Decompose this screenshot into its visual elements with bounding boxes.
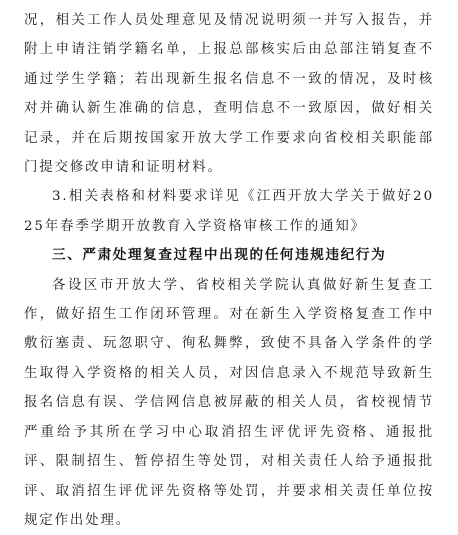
paragraph-forms-reference: 3.相关表格和材料要求详见《江西开放大学关于做好2025年春季学期开放教育入学资格审核工作的通知》 <box>24 189 434 234</box>
paragraph-violation-handling: 各设区市开放大学、省校相关学院认真做好新生复查工作，做好招生工作闭环管理。对在新生入学资格复查工作中敷衍塞责、玩忽职守、徇私舞弊，致使不具备入学条件的学生取得入学资格的相关人员，对因信息录入不规范导致新生报名信息有误、学信网信息被屏蔽的相关人员，省校视情节严重给予其所在学习中心取消招生评优评先资格、通报批评、限制招生、暂停招生等处罚，对相关责任人给予通报批评、取消招生评优评先资格等处罚，并要求相关责任单位按规定作出处理。 <box>24 277 434 528</box>
paragraph-report-requirements: 况，相关工作人员处理意见及情况说明须一并写入报告，并附上申请注销学籍名单，上报总部核实后由总部注销复查不通过学生学籍；若出现新生报名信息不一致的情况，及时核对并确认新生准确的信息，查明信息不一致原因，做好相关记录，并在后期按国家开放大学工作要求向省校相关职能部门提交修改申请和证明材料。 <box>24 13 434 176</box>
section-heading-three: 三、严肃处理复查过程中出现的任何违规违纪行为 <box>52 247 387 264</box>
